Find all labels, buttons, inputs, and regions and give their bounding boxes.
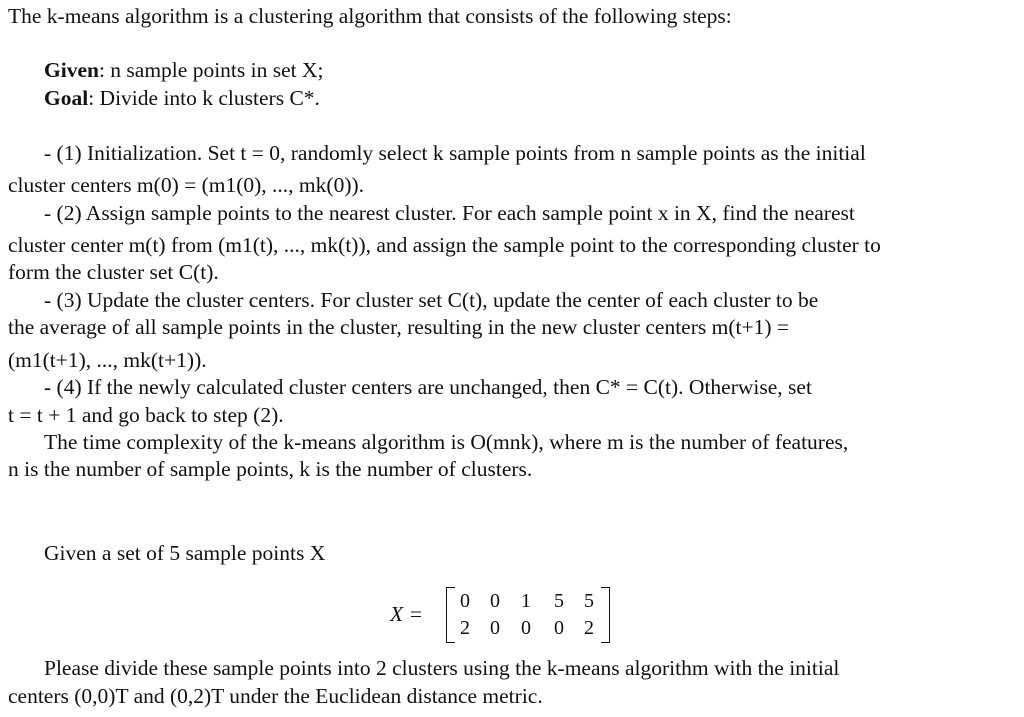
goal-text: : Divide into k clusters C*. bbox=[88, 86, 320, 110]
matrix-cell: 2 bbox=[584, 617, 594, 639]
intro-text: The k-means algorithm is a clustering algorithm that consists of the following steps: bbox=[8, 4, 732, 28]
given-label: Given bbox=[44, 58, 99, 82]
step1-line1: - (1) Initialization. Set t = 0, randomly select k sample points from n sample points as the initial bbox=[44, 141, 866, 165]
step2-line1: - (2) Assign sample points to the nearest cluster. For each sample point x in X, find the nearest bbox=[44, 201, 855, 225]
matrix-cell: 0 bbox=[460, 590, 470, 612]
complexity-line1: The time complexity of the k-means algorithm is O(mnk), where m is the number of features, bbox=[44, 430, 849, 454]
question-line1: Please divide these sample points into 2 clusters using the k-means algorithm with the initial bbox=[44, 656, 840, 680]
step4-line1: - (4) If the newly calculated cluster centers are unchanged, then C* = C(t). Otherwise, set bbox=[44, 375, 812, 399]
step4-line2: t = t + 1 and go back to step (2). bbox=[8, 403, 284, 427]
matrix-cell: 5 bbox=[584, 590, 594, 612]
matrix-label: X = bbox=[390, 602, 424, 626]
given-set-text: Given a set of 5 sample points X bbox=[44, 541, 326, 565]
matrix-cell: 5 bbox=[554, 590, 564, 612]
given-line bbox=[44, 60, 324, 82]
step3-line3: (m1(t+1), ..., mk(t+1)). bbox=[8, 348, 207, 372]
complexity-line2: n is the number of sample points, k is the number of clusters. bbox=[8, 457, 533, 481]
matrix-cell: 2 bbox=[460, 617, 470, 639]
step1-line2: cluster centers m(0) = (m1(0), ..., mk(0)). bbox=[8, 173, 365, 197]
goal-line bbox=[44, 88, 320, 110]
question-line2: centers (0,0)T and (0,2)T under the Euclidean distance metric. bbox=[8, 684, 543, 708]
matrix-cell: 0 bbox=[521, 617, 531, 639]
matrix-cell: 0 bbox=[554, 617, 564, 639]
sample-matrix bbox=[446, 587, 610, 643]
step3-line2: the average of all sample points in the cluster, resulting in the new cluster centers m(t+1) = bbox=[8, 315, 790, 339]
step3-line1: - (3) Update the cluster centers. For cluster set C(t), update the center of each cluster to be bbox=[44, 288, 819, 312]
step2-line3: form the cluster set C(t). bbox=[8, 260, 219, 284]
goal-label: Goal bbox=[44, 86, 89, 110]
given-text: : n sample points in set X; bbox=[98, 58, 324, 82]
matrix-cell: 1 bbox=[521, 590, 531, 612]
step2-line2: cluster center m(t) from (m1(t), ..., mk(t)), and assign the sample point to the corresponding cluster to bbox=[8, 233, 881, 257]
matrix-cell: 0 bbox=[490, 617, 500, 639]
matrix-cell: 0 bbox=[490, 590, 500, 612]
